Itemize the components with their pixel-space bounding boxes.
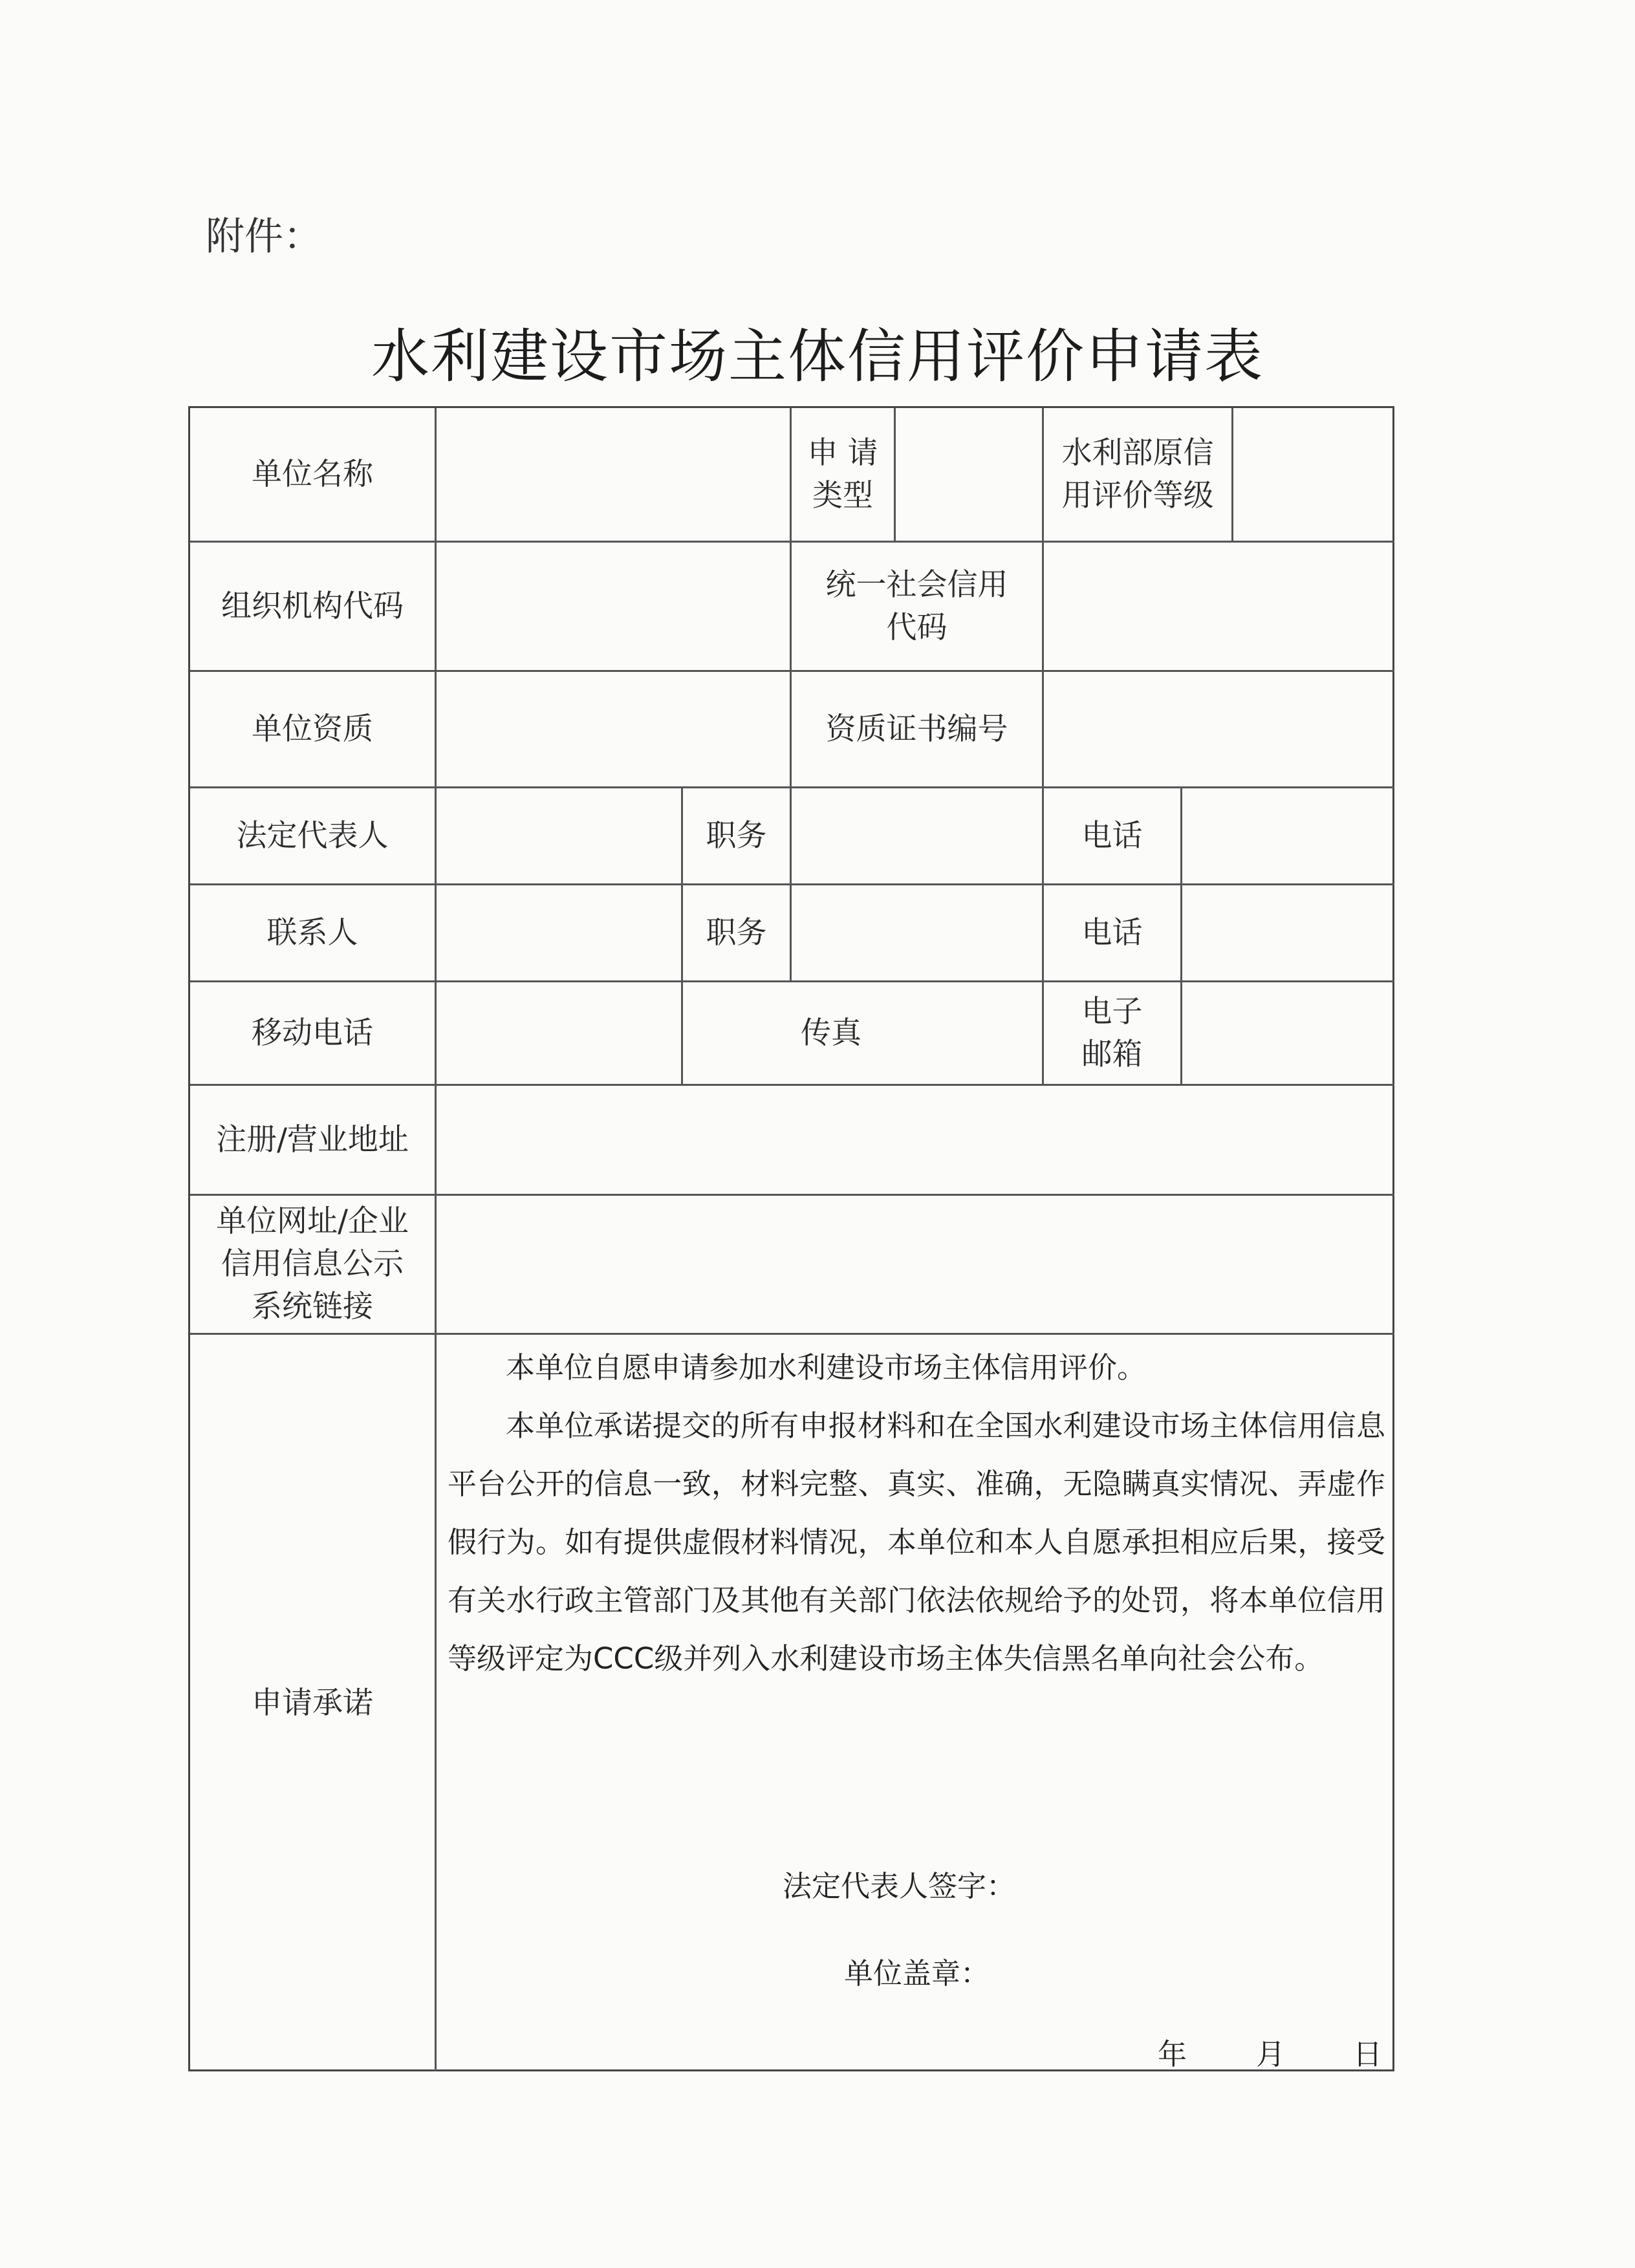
label-text: 资质证书编号 xyxy=(825,711,1008,747)
label-text: 单位网址/企业 信用信息公示 系统链接 xyxy=(216,1204,409,1324)
date-year: 年 xyxy=(1158,2037,1187,2071)
contact-field[interactable] xyxy=(437,885,681,980)
orig-rating-field[interactable] xyxy=(1233,408,1394,541)
label-text: 组织机构代码 xyxy=(221,588,404,624)
label-text: 联系人 xyxy=(266,914,358,951)
pledge-label xyxy=(190,1335,435,2071)
credit-code-label xyxy=(792,543,1042,670)
pledge-text xyxy=(448,1339,1385,1688)
label-text: 移动电话 xyxy=(252,1015,373,1051)
mobile-field[interactable] xyxy=(437,982,681,1084)
org-code-field[interactable] xyxy=(437,543,790,670)
cert-no-label xyxy=(792,672,1042,786)
orig-rating-label xyxy=(1044,408,1231,541)
label-text: 职务 xyxy=(706,914,767,951)
org-code-label xyxy=(190,543,435,670)
label-text: 统一社会信用 代码 xyxy=(825,567,1008,645)
date-month: 月 xyxy=(1256,2037,1286,2071)
legal-rep-position-label xyxy=(683,788,790,883)
legal-rep-label xyxy=(190,788,435,883)
label-text: 电话 xyxy=(1081,914,1143,951)
apply-type-label xyxy=(792,408,894,541)
form-title: 水利建设市场主体信用评价申请表 xyxy=(371,323,1264,391)
legal-rep-field[interactable] xyxy=(437,788,681,883)
unit-name-field[interactable] xyxy=(437,408,790,541)
contact-phone-label xyxy=(1044,885,1180,980)
label-text: 申请承诺 xyxy=(252,1685,373,1721)
cert-no-field[interactable] xyxy=(1044,672,1394,786)
email-label xyxy=(1044,982,1180,1084)
label-text: 传真 xyxy=(801,1015,861,1051)
email-field[interactable] xyxy=(1182,982,1394,1084)
qualification-field[interactable] xyxy=(437,672,790,786)
label-text: 注册/营业地址 xyxy=(216,1121,409,1158)
pledge-paragraph: 本单位承诺提交的所有申报材料和在全国水利建设市场主体信用信息平台公开的信息一致，材料完整、真实、准确，无隐瞒真实情况、弄虚作假行为。如有提供虚假材料情况，本单位和本人自愿承担相应后果，接受有关水行政主管部门及其他有关部门依法依规给予的处罚，将本单位信用等级评定为CCC级并列入水利建设市场主体失信黑名单向社会公布。 xyxy=(448,1409,1385,1676)
legal-rep-position-field[interactable] xyxy=(792,788,1042,883)
label-text: 申 请 类型 xyxy=(807,435,878,513)
fax-label xyxy=(683,982,979,1084)
mobile-label xyxy=(190,982,435,1084)
address-label xyxy=(190,1086,435,1194)
label-text: 单位资质 xyxy=(252,711,373,747)
legal-rep-phone-label xyxy=(1044,788,1180,883)
label-text: 法定代表人 xyxy=(236,817,389,854)
seal-line: 单位盖章： xyxy=(844,1956,990,1991)
qualification-label xyxy=(190,672,435,786)
contact-position-field[interactable] xyxy=(792,885,1042,980)
website-label xyxy=(190,1196,435,1333)
pledge-paragraph: 本单位自愿申请参加水利建设市场主体信用评价。 xyxy=(506,1350,1147,1385)
website-field[interactable] xyxy=(437,1196,1394,1333)
label-text: 水利部原信 用评价等级 xyxy=(1061,435,1214,513)
credit-code-field[interactable] xyxy=(1044,543,1394,670)
application-form-table xyxy=(188,406,1394,2071)
attachment-label: 附件： xyxy=(206,214,322,259)
apply-type-field[interactable] xyxy=(896,408,1042,541)
contact-position-label xyxy=(683,885,790,980)
label-text: 单位名称 xyxy=(252,456,373,492)
label-text: 电话 xyxy=(1081,817,1143,854)
legal-rep-phone-field[interactable] xyxy=(1182,788,1394,883)
label-text: 职务 xyxy=(706,817,767,854)
address-field[interactable] xyxy=(437,1086,1394,1194)
unit-name-label xyxy=(190,408,435,541)
signature-line: 法定代表人签字： xyxy=(783,1869,1016,1903)
contact-label xyxy=(190,885,435,980)
contact-phone-field[interactable] xyxy=(1182,885,1394,980)
label-text: 电子 邮箱 xyxy=(1081,993,1143,1072)
date-day: 日 xyxy=(1353,2037,1383,2071)
